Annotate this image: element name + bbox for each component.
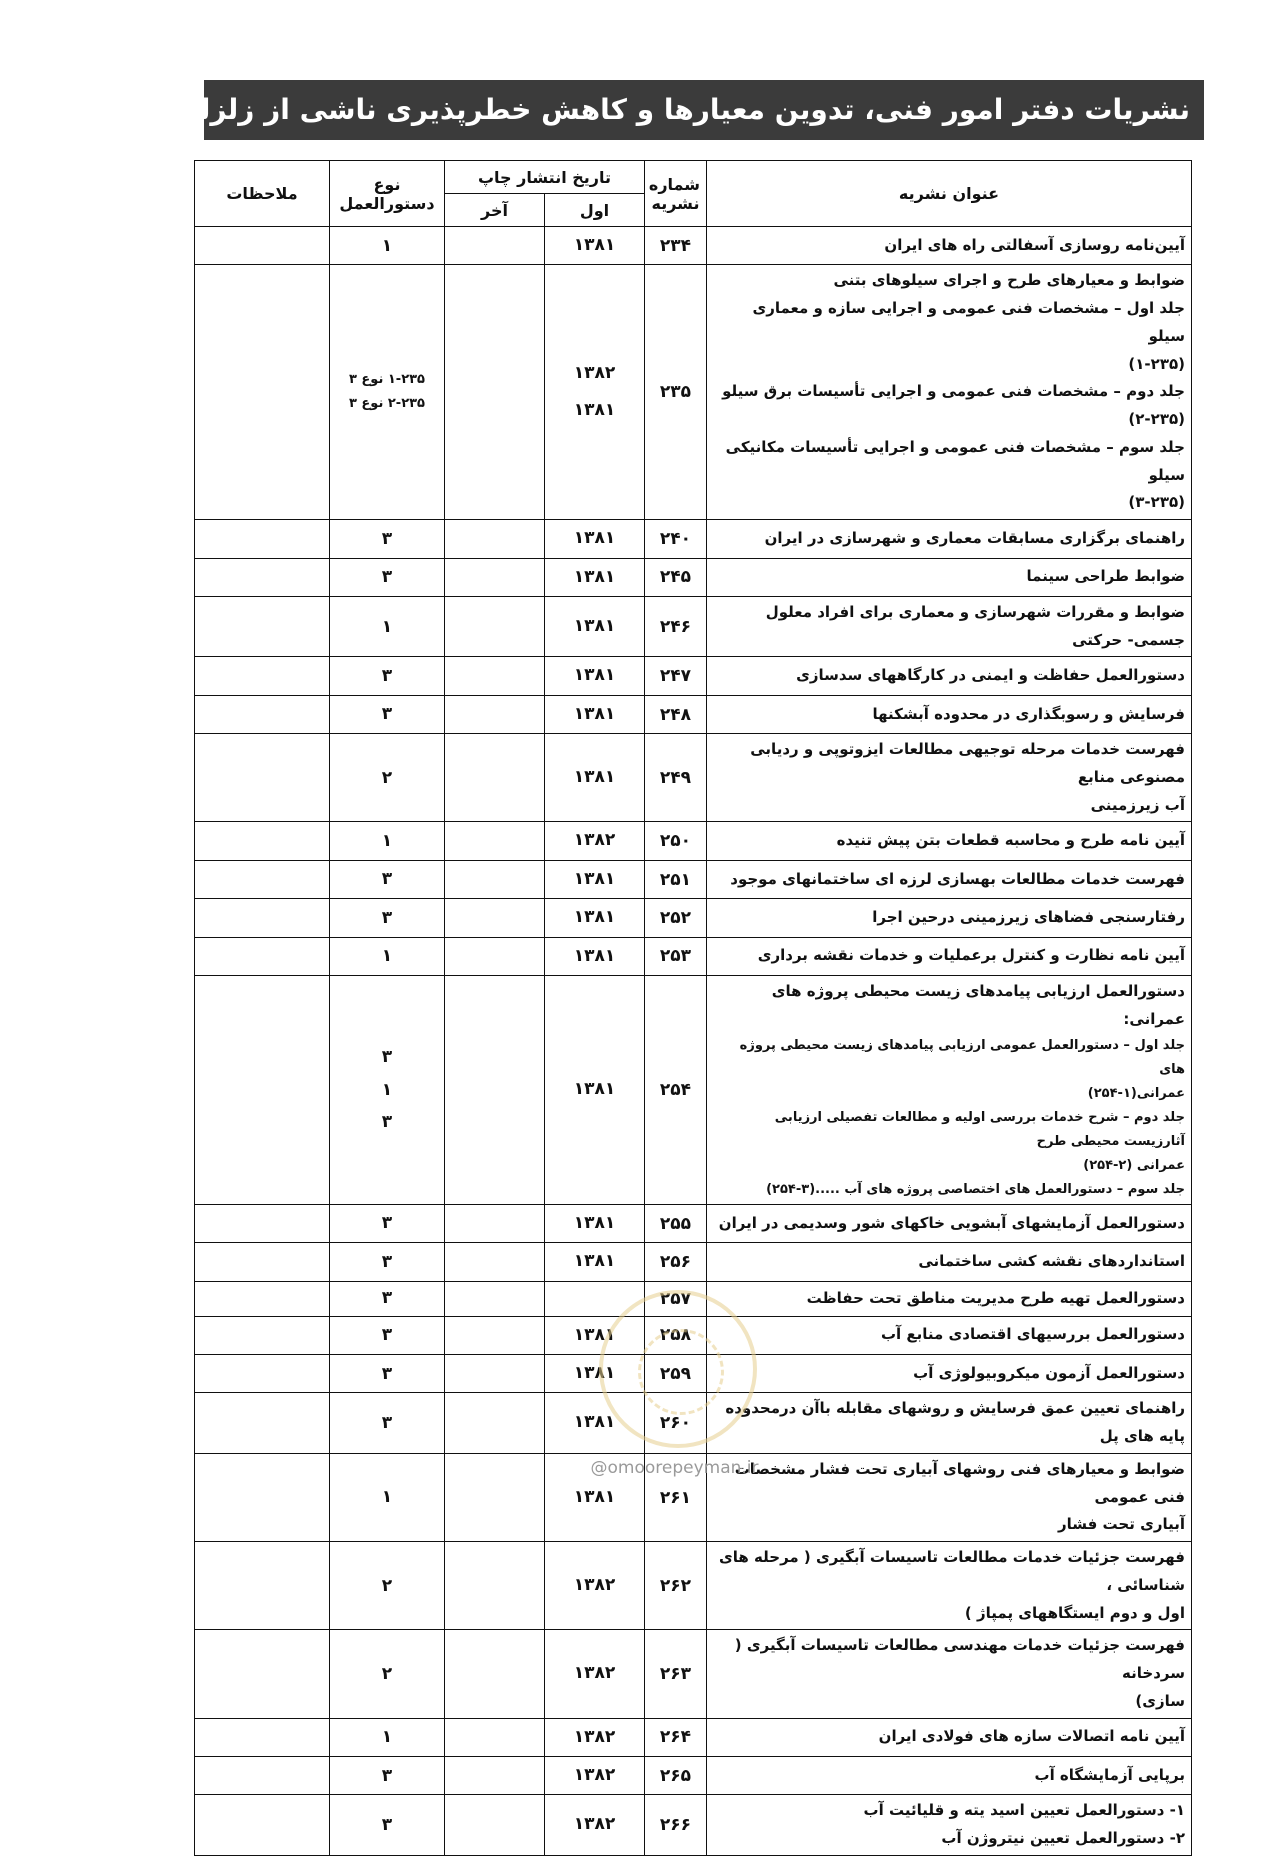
publications-table	[194, 160, 1192, 1856]
publication-title-line: دستورالعمل تهیه طرح مدیریت مناطق تحت حفاظت	[806, 1288, 1185, 1307]
publication-number: ۲۵۱	[645, 860, 707, 898]
first-print-date-value: ۱۳۸۱	[573, 1412, 616, 1433]
publication-number: ۲۵۷	[645, 1281, 707, 1316]
publication-number: ۲۶۶	[645, 1795, 707, 1856]
last-print-date	[444, 1355, 544, 1393]
publication-title	[707, 558, 1192, 596]
publication-title-line: جلد سوم – مشخصات فنی عمومی و اجرایی تأسیسات مکانیکی سیلو	[725, 437, 1185, 484]
publication-title-line: ضوابط و معیارهای طرح و اجرای سیلوهای بتنی	[833, 271, 1185, 290]
instruction-type-value: ۱	[381, 235, 393, 256]
publication-title	[707, 1316, 1192, 1354]
instruction-type-value: ۲	[381, 1575, 393, 1596]
publication-title-line: آیین نامه نظارت و کنترل برعملیات و خدمات نقشه برداری	[757, 946, 1185, 965]
first-print-date-value: ۱۳۸۱	[573, 235, 616, 255]
notes-cell	[194, 1718, 329, 1756]
table-row	[194, 1542, 1191, 1630]
publication-title-line: جلد اول – دستورالعمل عمومی ارزیابی پیامدهای زیست محیطی پروژه های	[739, 1037, 1185, 1077]
last-print-date	[444, 734, 544, 822]
first-print-date-value: ۱۳۸۲	[573, 1765, 616, 1786]
table-row	[194, 265, 1191, 520]
publication-title	[707, 520, 1192, 558]
first-print-date	[545, 1795, 645, 1856]
instruction-type	[329, 1393, 444, 1454]
first-print-date-value: ۱۳۸۱	[573, 945, 616, 966]
notes-cell	[194, 265, 329, 520]
last-print-date	[444, 1718, 544, 1756]
instruction-type	[329, 520, 444, 558]
table-row	[194, 520, 1191, 558]
last-print-date	[444, 822, 544, 860]
publication-number: ۲۵۸	[645, 1316, 707, 1354]
publication-number: ۲۶۳	[645, 1630, 707, 1718]
instruction-type	[329, 657, 444, 695]
publication-title	[707, 1355, 1192, 1393]
first-print-date	[545, 1718, 645, 1756]
first-print-date	[545, 1630, 645, 1718]
table-row	[194, 734, 1191, 822]
publication-number: ۲۵۹	[645, 1355, 707, 1393]
publication-number: ۲۳۵	[645, 265, 707, 520]
table-row	[194, 1630, 1191, 1718]
publication-title	[707, 1393, 1192, 1454]
publication-title	[707, 1204, 1192, 1242]
publication-title-line: آب زیرزمینی	[1090, 795, 1185, 814]
first-print-date-value: ۱۳۸۱	[573, 1212, 616, 1233]
notes-cell	[194, 1281, 329, 1316]
last-print-date	[444, 596, 544, 657]
publication-title	[707, 657, 1192, 695]
publication-title-line: راهنمای برگزاری مسابقات معماری و شهرسازی در ایران	[764, 528, 1185, 547]
table-row	[194, 1795, 1191, 1856]
notes-cell	[194, 734, 329, 822]
notes-cell	[194, 1542, 329, 1630]
table-row	[194, 1243, 1191, 1281]
table-header-row	[194, 161, 1191, 194]
publication-number: ۲۵۰	[645, 822, 707, 860]
last-print-date	[444, 1795, 544, 1856]
header-pub-date: تاریخ انتشار چاپ	[444, 161, 644, 194]
table-row	[194, 1204, 1191, 1242]
instruction-type-value: ۳	[381, 704, 393, 725]
table-row	[194, 860, 1191, 898]
instruction-type-value: ۱	[381, 616, 393, 637]
instruction-type	[329, 937, 444, 975]
first-print-date-value: ۱۳۸۲	[573, 1663, 616, 1684]
publication-number: ۲۶۰	[645, 1393, 707, 1454]
instruction-type-value: ۳	[381, 1251, 393, 1272]
notes-cell	[194, 1757, 329, 1795]
table-row	[194, 937, 1191, 975]
instruction-type-value: ۱-۲۳۵ نوع ۳	[348, 371, 425, 387]
last-print-date	[444, 1393, 544, 1454]
publication-number: ۲۶۱	[645, 1453, 707, 1541]
instruction-type-value: ۲	[381, 767, 393, 788]
notes-cell	[194, 1355, 329, 1393]
instruction-type	[329, 1630, 444, 1718]
instruction-type	[329, 1281, 444, 1316]
publication-number: ۲۵۴	[645, 976, 707, 1205]
publication-number: ۲۶۴	[645, 1718, 707, 1756]
first-print-date	[545, 1542, 645, 1630]
first-print-date-value: ۱۳۸۲	[573, 1814, 616, 1835]
table-row	[194, 1281, 1191, 1316]
header-notes: ملاحظات	[194, 161, 329, 227]
last-print-date	[444, 899, 544, 937]
first-print-date	[545, 695, 645, 733]
first-print-date	[545, 1316, 645, 1354]
notes-cell	[194, 937, 329, 975]
table-row	[194, 1355, 1191, 1393]
publication-title-line: دستورالعمل آزمون میکروبیولوژی آب	[913, 1363, 1185, 1382]
first-print-date-value: ۱۳۸۱	[573, 868, 616, 889]
instruction-type	[329, 734, 444, 822]
first-print-date	[545, 1757, 645, 1795]
notes-cell	[194, 976, 329, 1205]
instruction-type	[329, 1542, 444, 1630]
first-print-date-value: ۱۳۸۱	[573, 1079, 616, 1100]
header-number-line1: شماره	[648, 174, 700, 194]
instruction-type-value: ۳	[381, 567, 393, 588]
table-row	[194, 1718, 1191, 1756]
instruction-type	[329, 695, 444, 733]
first-print-date	[545, 558, 645, 596]
publication-title-line: جلد دوم – مشخصات فنی عمومی و اجرایی تأسیسات برق سیلو	[722, 382, 1185, 401]
first-print-date	[545, 596, 645, 657]
notes-cell	[194, 1243, 329, 1281]
publication-title-line: دستورالعمل ارزیابی پیامدهای زیست محیطی پروژه های عمرانی:	[771, 982, 1185, 1028]
last-print-date	[444, 1316, 544, 1354]
last-print-date	[444, 265, 544, 520]
first-print-date-value: ۱۳۸۱	[573, 665, 616, 686]
instruction-type-value: ۳	[381, 665, 393, 686]
publication-number: ۲۴۶	[645, 596, 707, 657]
publication-title-line: دستورالعمل بررسیهای اقتصادی منابع آب	[880, 1325, 1185, 1344]
publication-title	[707, 860, 1192, 898]
table-row	[194, 1757, 1191, 1795]
first-print-date	[545, 1393, 645, 1454]
publication-title-line: (۱-۲۳۵)	[1128, 354, 1185, 373]
table-row	[194, 822, 1191, 860]
instruction-type	[329, 976, 444, 1205]
instruction-type	[329, 596, 444, 657]
publication-title-line: عمرانی(۱-۲۵۴)	[1087, 1085, 1185, 1101]
publication-title-line: رفتارسنجی فضاهای زیرزمینی درحین اجرا	[872, 908, 1185, 927]
publication-number: ۲۴۹	[645, 734, 707, 822]
publication-title-line: ۲- دستورالعمل تعیین نیتروژن آب	[941, 1829, 1185, 1848]
table-row	[194, 657, 1191, 695]
publication-number: ۲۶۵	[645, 1757, 707, 1795]
page-banner-title: نشریات دفتر امور فنی، تدوین معیارها و کاهش خطرپذیری ناشی از زلزله (بخش تدوین	[204, 80, 1204, 140]
last-print-date	[444, 860, 544, 898]
first-print-date-value: ۱۳۸۲	[573, 1575, 616, 1596]
notes-cell	[194, 899, 329, 937]
instruction-type-value: ۳	[381, 869, 393, 890]
publication-title	[707, 1630, 1192, 1718]
instruction-type-value: ۳	[381, 528, 393, 549]
publication-title	[707, 1718, 1192, 1756]
first-print-date-value: ۱۳۸۲	[573, 362, 616, 383]
notes-cell	[194, 657, 329, 695]
publication-title	[707, 265, 1192, 520]
instruction-type	[329, 558, 444, 596]
last-print-date	[444, 1243, 544, 1281]
notes-cell	[194, 520, 329, 558]
header-number	[645, 161, 707, 227]
last-print-date	[444, 227, 544, 265]
publication-title-line: جلد دوم – شرح خدمات بررسی اولیه و مطالعات تفصیلی ارزیابی آثارزیست محیطی طرح	[774, 1109, 1185, 1149]
header-number-line2: نشریه	[651, 193, 700, 213]
publication-title-line: جلد سوم – دستورالعمل های اختصاصی پروژه های آب .....(۳-۲۵۴)	[766, 1181, 1185, 1197]
publication-number: ۲۵۳	[645, 937, 707, 975]
publication-title-line: اول و دوم ایستگاههای پمپاژ )	[964, 1603, 1185, 1622]
publication-title	[707, 899, 1192, 937]
publication-title-line: (۳-۲۳۵)	[1128, 493, 1185, 512]
notes-cell	[194, 822, 329, 860]
first-print-date	[545, 1281, 645, 1316]
instruction-type	[329, 1243, 444, 1281]
instruction-type	[329, 1204, 444, 1242]
table-row	[194, 899, 1191, 937]
table-row	[194, 695, 1191, 733]
notes-cell	[194, 860, 329, 898]
notes-cell	[194, 695, 329, 733]
publication-title	[707, 734, 1192, 822]
header-type-line1: نوع	[373, 174, 401, 194]
table-row	[194, 558, 1191, 596]
instruction-type-value: ۳	[381, 1815, 393, 1836]
instruction-type-value: ۳	[381, 1765, 393, 1786]
last-print-date	[444, 1204, 544, 1242]
publication-number: ۲۵۵	[645, 1204, 707, 1242]
publication-title-line: آیین نامه اتصالات سازه های فولادی ایران	[878, 1727, 1185, 1746]
publication-title-line: ضوابط و مقررات شهرسازی و معماری برای افراد معلول جسمی- حرکتی	[765, 602, 1185, 649]
first-print-date-value: ۱۳۸۱	[573, 907, 616, 928]
publication-title	[707, 227, 1192, 265]
header-title: عنوان نشریه	[707, 161, 1192, 227]
instruction-type-value: ۱	[381, 1727, 393, 1748]
instruction-type-value: ۱	[381, 946, 393, 967]
publication-title-line: جلد اول – مشخصات فنی عمومی و اجرایی سازه و معماری سیلو	[752, 299, 1185, 345]
publication-title	[707, 1243, 1192, 1281]
first-print-date	[545, 520, 645, 558]
first-print-date-value: ۱۳۸۱	[573, 566, 616, 587]
notes-cell	[194, 1795, 329, 1856]
publication-title-line: ضوابط و معیارهای فنی روشهای آبیاری تحت فشار مشخصات فنی عمومی	[734, 1459, 1185, 1506]
first-print-date	[545, 976, 645, 1205]
publication-title-line: فرسایش و رسوبگذاری در محدوده آبشکنها	[872, 704, 1185, 723]
header-last: آخر	[444, 194, 544, 227]
instruction-type	[329, 899, 444, 937]
table-row	[194, 596, 1191, 657]
last-print-date	[444, 976, 544, 1205]
last-print-date	[444, 558, 544, 596]
publication-title-line: استانداردهای نقشه کشی ساختمانی	[918, 1252, 1185, 1271]
instruction-type-value: ۳	[381, 907, 393, 928]
last-print-date	[444, 520, 544, 558]
first-print-date	[545, 265, 645, 520]
first-print-date	[545, 1355, 645, 1393]
first-print-date	[545, 822, 645, 860]
first-print-date-value: ۱۳۸۱	[573, 400, 616, 421]
publication-number: ۲۴۰	[645, 520, 707, 558]
publication-title-line: راهنمای تعیین عمق فرسایش و روشهای مقابله باآن درمحدوده پایه های پل	[725, 1399, 1185, 1446]
publication-title	[707, 976, 1192, 1205]
header-type	[329, 161, 444, 227]
publication-title-line: آبیاری تحت فشار	[1057, 1515, 1185, 1534]
instruction-type	[329, 227, 444, 265]
table-body	[194, 227, 1191, 1856]
instruction-type	[329, 1757, 444, 1795]
publication-title	[707, 1281, 1192, 1316]
publication-number: ۲۵۶	[645, 1243, 707, 1281]
instruction-type	[329, 1316, 444, 1354]
first-print-date-value: ۱۳۸۱	[573, 703, 616, 724]
first-print-date-value: ۱۳۸۱	[573, 767, 616, 788]
notes-cell	[194, 227, 329, 265]
first-print-date	[545, 227, 645, 265]
first-print-date-value: ۱۳۸۲	[573, 1726, 616, 1747]
publication-title	[707, 1795, 1192, 1856]
publication-title-line: آیین‌نامه روسازی آسفالتی راه های ایران	[884, 235, 1185, 254]
first-print-date-value: ۱۳۸۱	[573, 1324, 616, 1345]
table-row	[194, 1393, 1191, 1454]
instruction-type-value: ۳	[381, 1047, 393, 1068]
publication-number: ۲۴۵	[645, 558, 707, 596]
publication-title	[707, 596, 1192, 657]
last-print-date	[444, 937, 544, 975]
publications-table-container	[195, 160, 1192, 1856]
publication-title-line: دستورالعمل آزمایشهای آبشویی خاکهای شور وسدیمی در ایران	[718, 1213, 1185, 1232]
publication-title	[707, 1757, 1192, 1795]
last-print-date	[444, 1281, 544, 1316]
instruction-type-value: ۳	[381, 1413, 393, 1433]
publication-title-line: دستورالعمل حفاظت و ایمنی در کارگاههای سدسازی	[796, 666, 1185, 685]
instruction-type-value: ۱	[381, 1079, 393, 1100]
instruction-type	[329, 265, 444, 520]
notes-cell	[194, 596, 329, 657]
publication-title-line: برپایی آزمایشگاه آب	[1034, 1765, 1185, 1784]
instruction-type	[329, 1795, 444, 1856]
notes-cell	[194, 1204, 329, 1242]
first-print-date-value: ۱۳۸۱	[573, 1363, 616, 1384]
instruction-type-value: ۳	[381, 1325, 393, 1346]
notes-cell	[194, 1393, 329, 1454]
instruction-type-value: ۳	[381, 1363, 393, 1384]
notes-cell	[194, 1630, 329, 1718]
first-print-date-value: ۱۳۸۱	[573, 615, 616, 636]
first-print-date	[545, 860, 645, 898]
first-print-date	[545, 657, 645, 695]
publication-title-line: فهرست خدمات مرحله توجیهی مطالعات ایزوتوپی و ردیابی مصنوعی منابع	[750, 740, 1185, 786]
header-type-line2: دستورالعمل	[339, 193, 435, 213]
last-print-date	[444, 695, 544, 733]
instruction-type-value: ۳	[381, 1112, 393, 1133]
table-row	[194, 227, 1191, 265]
last-print-date	[444, 657, 544, 695]
publication-title	[707, 695, 1192, 733]
instruction-type-value: ۲	[381, 1663, 393, 1684]
last-print-date	[444, 1542, 544, 1630]
publication-title-line: آیین نامه طرح و محاسبه قطعات بتن پیش تنیده	[836, 831, 1185, 850]
first-print-date-value: ۱۳۸۲	[573, 830, 616, 851]
first-print-date	[545, 734, 645, 822]
publication-number: ۲۶۲	[645, 1542, 707, 1630]
publication-title-line: ۱- دستورالعمل تعیین اسید یته و قلیائیت آب	[863, 1801, 1185, 1820]
publication-title-line: عمرانی (۲-۲۵۴)	[1083, 1157, 1185, 1173]
publication-number: ۲۳۴	[645, 227, 707, 265]
header-first: اول	[545, 194, 645, 227]
notes-cell	[194, 558, 329, 596]
publication-title-line: فهرست خدمات مطالعات بهسازی لرزه ای ساختمانهای موجود	[730, 869, 1185, 888]
table-row	[194, 1316, 1191, 1354]
site-watermark-text: @omoorepeyman.ir	[590, 1458, 759, 1478]
instruction-type	[329, 1355, 444, 1393]
first-print-date	[545, 899, 645, 937]
first-print-date-value: ۱۳۸۱	[573, 528, 616, 549]
last-print-date	[444, 1630, 544, 1718]
first-print-date	[545, 937, 645, 975]
publication-title-line: ضوابط طراحی سینما	[1026, 567, 1185, 586]
publication-title-line: (۲-۲۳۵)	[1128, 410, 1185, 429]
publication-number: ۲۵۲	[645, 899, 707, 937]
instruction-type-value: ۱	[381, 1487, 393, 1508]
instruction-type-value: ۲-۲۳۵ نوع ۳	[348, 396, 425, 412]
instruction-type-value: ۳	[381, 1213, 393, 1234]
publication-title	[707, 937, 1192, 975]
publication-number: ۲۴۸	[645, 695, 707, 733]
publication-number: ۲۴۷	[645, 657, 707, 695]
instruction-type-value: ۱	[381, 831, 393, 851]
first-print-date	[545, 1243, 645, 1281]
publication-title-line: سازی)	[1135, 1691, 1185, 1710]
publication-title-line: فهرست جزئیات خدمات مهندسی مطالعات تاسیسات آبگیری ( سردخانه	[734, 1636, 1185, 1683]
publication-title-line: فهرست جزئیات خدمات مطالعات تاسیسات آبگیری ( مرحله های شناسائی ،	[719, 1548, 1185, 1594]
publication-title	[707, 1542, 1192, 1630]
notes-cell	[194, 1316, 329, 1354]
first-print-date-value: ۱۳۸۱	[573, 1251, 616, 1272]
instruction-type	[329, 822, 444, 860]
instruction-type-value: ۳	[381, 1288, 393, 1309]
instruction-type	[329, 1718, 444, 1756]
first-print-date-value: ۱۳۸۱	[573, 1486, 616, 1507]
last-print-date	[444, 1757, 544, 1795]
publication-title	[707, 822, 1192, 860]
table-row	[194, 976, 1191, 1205]
instruction-type	[329, 860, 444, 898]
first-print-date	[545, 1204, 645, 1242]
